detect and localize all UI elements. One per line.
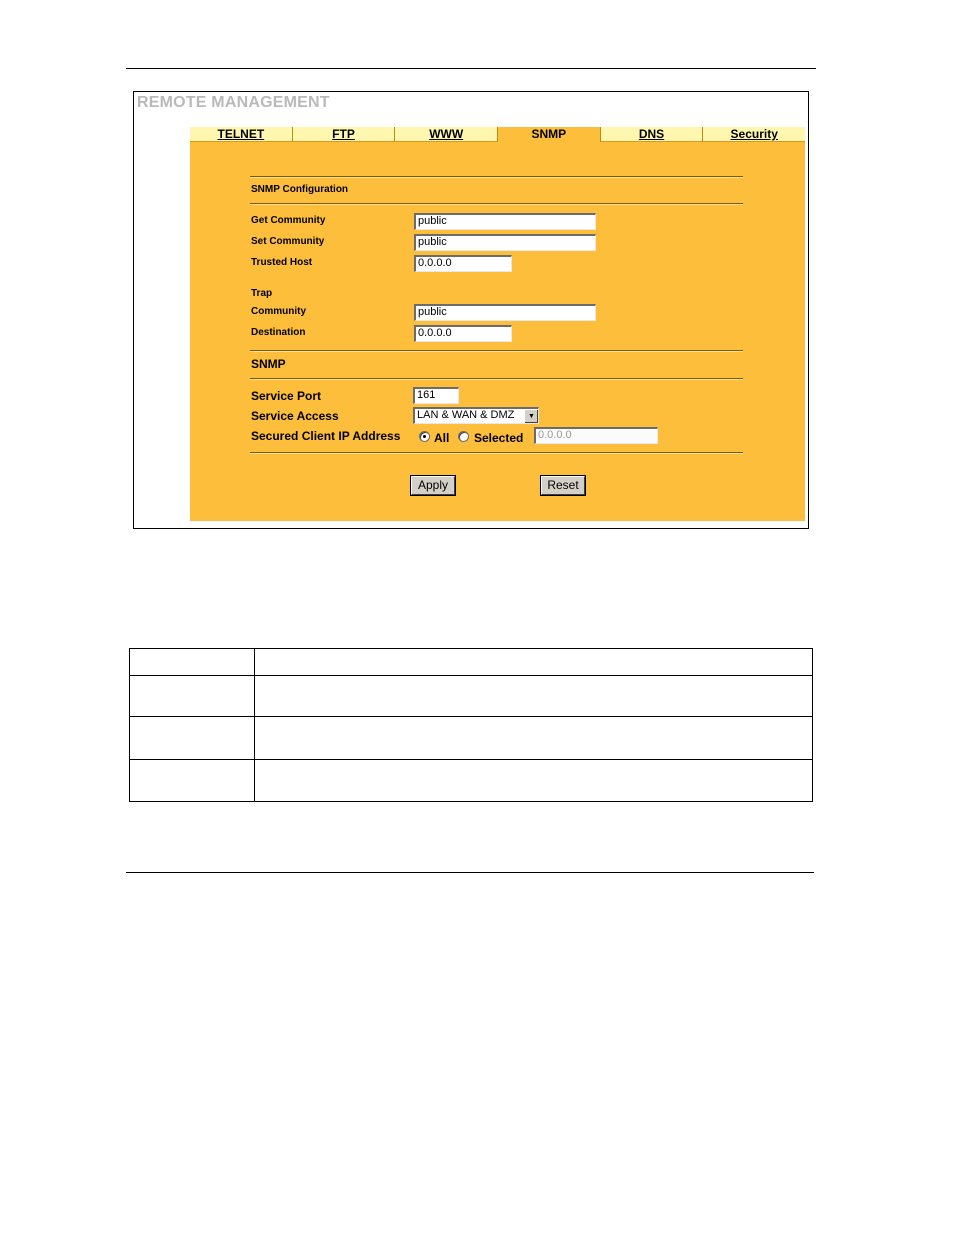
trap-destination-input[interactable]: 0.0.0.0 [414, 325, 512, 342]
screenshot-frame [133, 91, 809, 529]
table-cell [130, 676, 255, 717]
table-row [130, 760, 813, 802]
radio-selected[interactable] [458, 431, 469, 442]
tab-bar [190, 127, 805, 142]
secured-client-ip-label: Secured Client IP Address [251, 429, 401, 443]
trap-destination-label: Destination [251, 327, 306, 338]
get-community-input[interactable]: public [414, 213, 596, 230]
table-cell [130, 760, 255, 802]
snmp-panel [190, 127, 805, 521]
table-cell [130, 717, 255, 760]
trusted-host-label: Trusted Host [251, 257, 313, 268]
divider [250, 378, 743, 380]
divider [250, 350, 743, 352]
section-heading-snmp: SNMP [251, 357, 286, 371]
table-cell [255, 717, 813, 760]
service-access-select[interactable] [413, 407, 539, 424]
tab-www[interactable]: WWW [395, 127, 498, 142]
service-port-input[interactable]: 161 [413, 387, 459, 404]
table-cell [255, 760, 813, 802]
section-heading-snmp-configuration: SNMP Configuration [251, 184, 349, 195]
tab-ftp[interactable]: FTP [293, 127, 396, 142]
page-title: REMOTE MANAGEMENT [137, 94, 330, 111]
tab-security[interactable]: Security [703, 127, 805, 142]
divider [250, 203, 743, 205]
divider [250, 176, 743, 178]
trap-community-input[interactable]: public [414, 304, 596, 321]
trap-label: Trap [251, 288, 273, 299]
page-footer-rule [126, 872, 814, 873]
description-table [129, 648, 813, 802]
divider [250, 452, 743, 454]
table-cell [255, 676, 813, 717]
service-access-value: LAN & WAN & DMZ [417, 409, 515, 421]
service-port-label: Service Port [251, 389, 322, 403]
trusted-host-input[interactable]: 0.0.0.0 [414, 255, 512, 272]
reset-button[interactable]: Reset [541, 476, 585, 495]
tab-snmp[interactable]: SNMP [498, 127, 601, 142]
radio-selected-label: Selected [474, 431, 524, 445]
table-cell [255, 649, 813, 676]
table-cell [130, 649, 255, 676]
chevron-down-icon[interactable]: ▼ [524, 409, 538, 423]
page-header-rule [126, 68, 816, 69]
set-community-label: Set Community [251, 236, 325, 247]
radio-all-label: All [434, 431, 450, 445]
set-community-input[interactable]: public [414, 234, 596, 251]
table-row [130, 649, 813, 676]
table-row [130, 676, 813, 717]
get-community-label: Get Community [251, 215, 326, 226]
apply-button[interactable]: Apply [411, 476, 455, 495]
tab-telnet[interactable]: TELNET [190, 127, 293, 142]
table-row [130, 717, 813, 760]
selected-ip-input[interactable]: 0.0.0.0 [534, 427, 658, 444]
service-access-label: Service Access [251, 409, 339, 423]
tab-dns[interactable]: DNS [601, 127, 704, 142]
radio-all[interactable] [419, 431, 430, 442]
trap-community-label: Community [251, 306, 306, 317]
